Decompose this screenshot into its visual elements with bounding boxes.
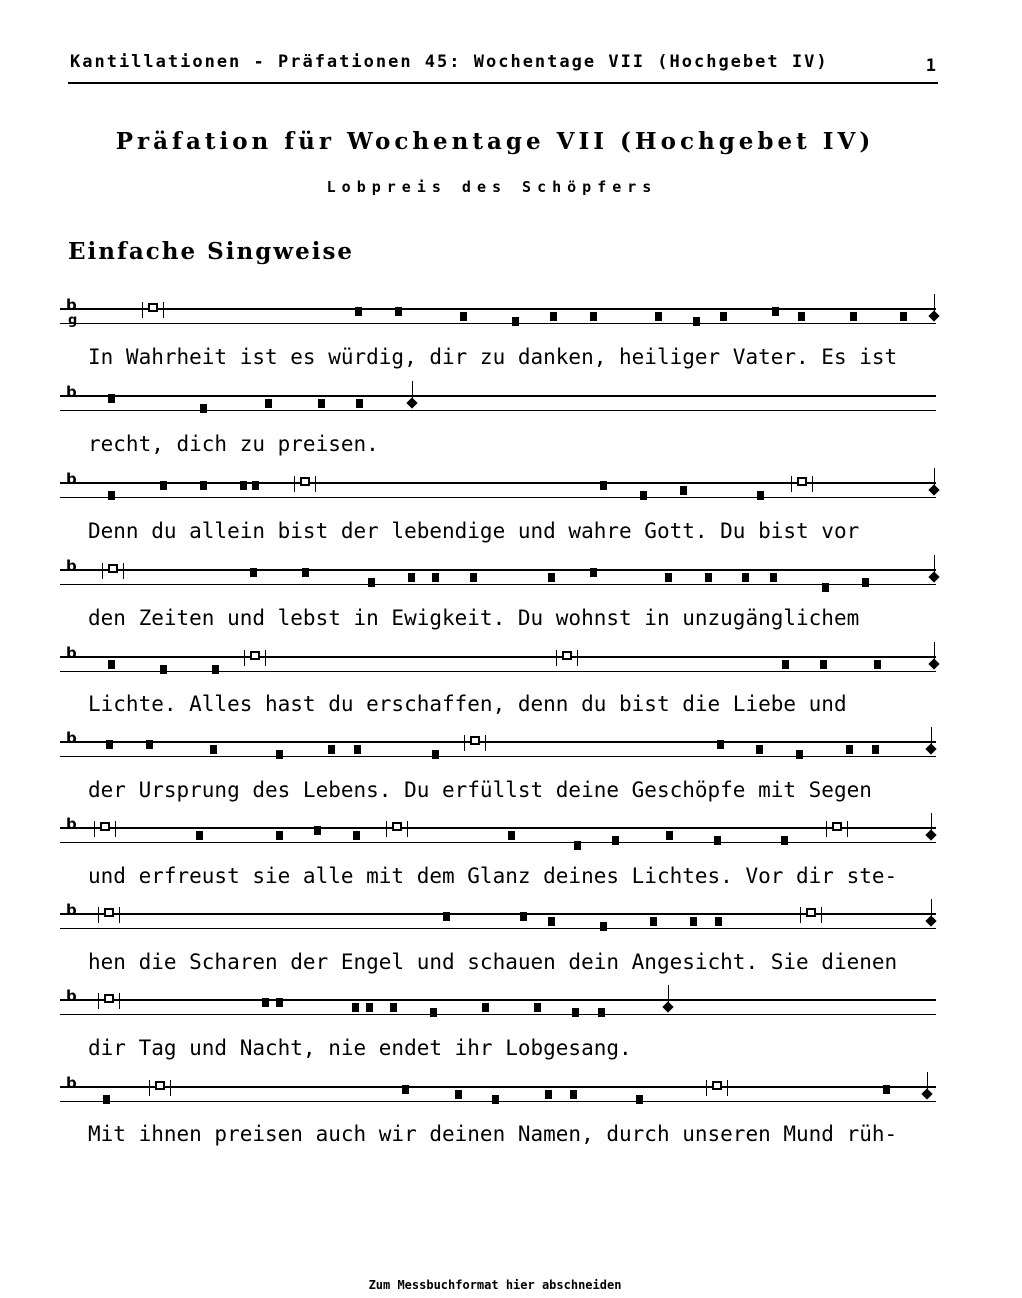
chant-note [883,1085,890,1094]
chant-note [432,750,439,759]
recitation-bar [727,1080,728,1096]
chant-note [636,1095,643,1104]
chant-note [492,1095,499,1104]
chant-note [512,317,519,326]
chant-note [612,836,619,845]
flat-sign: b [66,729,77,747]
recitation-note [797,477,807,486]
chant-note [872,745,879,754]
chant-note [798,312,805,321]
chant-note [714,836,721,845]
recitation-bar [149,1080,150,1096]
chant-note [430,1008,437,1017]
final-bar [931,899,932,923]
chant-note [250,568,257,577]
footer-cut-note: Zum Messbuchformat hier abschneiden [368,1278,622,1292]
recitation-bar [265,650,266,666]
lyric-line: Lichte. Alles hast du erschaffen, denn du bist die Liebe und [88,692,847,716]
recitation-bar [577,650,578,666]
chant-note [600,481,607,490]
chant-note [574,841,581,850]
recitation-bar [119,907,120,923]
recitation-bar [119,993,120,1009]
chant-note [262,998,269,1007]
chant-note [106,740,113,749]
chant-note [200,404,207,413]
recitation-bar [170,1080,171,1096]
chant-note [276,750,283,759]
lyric-line: recht, dich zu preisen. [88,432,379,456]
chant-note [655,312,662,321]
final-bar [927,1072,928,1096]
lyric-line: Denn du allein bist der lebendige und wahre Gott. Du bist vor [88,519,860,543]
chant-note [108,491,115,500]
recitation-bar [800,907,801,923]
chant-note [366,1003,373,1012]
final-bar [412,381,413,405]
flat-sign: b [66,901,77,919]
chant-note [534,1003,541,1012]
flat-sign: b [66,815,77,833]
chant-note [781,836,788,845]
chant-note [470,573,477,582]
recitation-note [250,651,260,660]
lyric-line: dir Tag und Nacht, nie endet ihr Lobgesang. [88,1036,632,1060]
recitation-note [832,822,842,831]
chant-note [408,573,415,582]
section-heading: Einfache Singweise [68,238,355,265]
final-bar [931,813,932,837]
recitation-bar [706,1080,707,1096]
clef-letter: g [68,313,78,328]
flat-sign: b [66,296,77,314]
lyric-line: den Zeiten und lebst in Ewigkeit. Du wohnst in unzugänglichem [88,606,860,630]
staff-line-upper [60,827,936,829]
chant-note [390,1003,397,1012]
recitation-bar [386,821,387,837]
chant-note [874,660,881,669]
chant-note [548,917,555,926]
staff-line-lower [60,1014,936,1015]
recitation-note [104,994,114,1003]
flat-sign: b [66,470,77,488]
chant-note [354,745,361,754]
recitation-bar [123,563,124,579]
document-subtitle: Lobpreis des Schöpfers [326,178,658,196]
final-bar [934,294,935,318]
chant-note [862,578,869,587]
chant-note [520,912,527,921]
chant-note [302,568,309,577]
final-bar [931,727,932,751]
flat-sign: b [66,987,77,1005]
chant-note [850,312,857,321]
document-title: Präfation für Wochentage VII (Hochgebet IV) [115,128,875,155]
chant-note [770,573,777,582]
chant-note [900,312,907,321]
chant-note [210,745,217,754]
staff-line-upper [60,999,936,1001]
recitation-bar [485,735,486,751]
recitation-note [806,908,816,917]
chant-note [570,1090,577,1099]
chant-note [356,399,363,408]
recitation-bar [98,907,99,923]
staff-line-lower [60,584,936,585]
chant-note [715,917,722,926]
recitation-bar [102,563,103,579]
chant-note [508,831,515,840]
chant-note [160,665,167,674]
chant-note [572,1008,579,1017]
chant-note [276,831,283,840]
recitation-note [392,822,402,831]
staff-line-upper [60,395,936,397]
chant-note [314,826,321,835]
chant-note [196,831,203,840]
page-number: 1 [925,56,936,76]
recitation-note [470,736,480,745]
chant-note [276,998,283,1007]
staff-line-upper [60,913,936,915]
chant-note [395,307,402,316]
chant-note [742,573,749,582]
recitation-note [712,1081,722,1090]
chant-note [545,1090,552,1099]
recitation-bar [812,476,813,492]
recitation-bar [826,821,827,837]
recitation-note [100,822,110,831]
recitation-bar [142,302,143,318]
staff-line-upper [60,308,936,310]
lyric-line: hen die Scharen der Engel und schauen dein Angesicht. Sie dienen [88,950,898,974]
recitation-note [155,1081,165,1090]
final-bar [934,642,935,666]
chant-note [482,1003,489,1012]
recitation-bar [847,821,848,837]
chant-note [640,491,647,500]
chant-note [796,750,803,759]
chant-note [598,1008,605,1017]
lyric-line: und erfreust sie alle mit dem Glanz deines Lichtes. Vor dir ste- [88,864,898,888]
chant-note [720,312,727,321]
staff-line-lower [60,842,936,843]
chant-note [717,740,724,749]
chant-note [108,394,115,403]
recitation-bar [464,735,465,751]
staff-line-lower [60,928,936,929]
final-bar [668,985,669,1009]
chant-note [160,481,167,490]
recitation-bar [407,821,408,837]
chant-note [212,665,219,674]
chant-note [846,745,853,754]
staff-line-lower [60,410,936,411]
flat-sign: b [66,1074,77,1092]
chant-note [353,831,360,840]
chant-note [650,917,657,926]
lyric-line: der Ursprung des Lebens. Du erfüllst deine Geschöpfe mit Segen [88,778,872,802]
staff-line-lower [60,323,936,324]
chant-note [666,831,673,840]
recitation-bar [94,821,95,837]
chant-note [772,307,779,316]
lyric-line: In Wahrheit ist es würdig, dir zu danken, heiliger Vater. Es ist [88,345,898,369]
chant-note [432,573,439,582]
chant-note [455,1090,462,1099]
chant-note [693,317,700,326]
chant-note [108,660,115,669]
chant-note [548,573,555,582]
recitation-bar [163,302,164,318]
recitation-note [148,303,158,312]
chant-note [590,312,597,321]
header-title: Kantillationen - Präfationen 45: Wochentage VII (Hochgebet IV) [70,52,829,72]
staff-line-lower [60,671,936,672]
final-bar [934,468,935,492]
chant-note [550,312,557,321]
chant-note [252,481,259,490]
page-header [68,50,938,84]
lyric-line: Mit ihnen preisen auch wir deinen Namen, durch unseren Mund rüh- [88,1122,898,1146]
flat-sign: b [66,644,77,662]
chant-note [318,399,325,408]
recitation-note [300,477,310,486]
staff-line-upper [60,569,936,571]
chant-note [200,481,207,490]
chant-note [680,486,687,495]
final-bar [934,555,935,579]
chant-note [782,660,789,669]
chant-note [690,917,697,926]
chant-note [103,1095,110,1104]
chant-note [590,568,597,577]
flat-sign: b [66,557,77,575]
chant-note [460,312,467,321]
chant-note [705,573,712,582]
recitation-bar [315,476,316,492]
recitation-bar [98,993,99,1009]
recitation-note [562,651,572,660]
chant-note [757,491,764,500]
chant-note [443,912,450,921]
chant-note [352,1003,359,1012]
chant-note [368,578,375,587]
chant-note [822,583,829,592]
recitation-bar [791,476,792,492]
chant-note [665,573,672,582]
chant-note [355,307,362,316]
recitation-bar [294,476,295,492]
recitation-bar [821,907,822,923]
chant-note [328,745,335,754]
staff-line-upper [60,656,936,658]
recitation-bar [556,650,557,666]
recitation-bar [115,821,116,837]
chant-note [265,399,272,408]
chant-note [756,745,763,754]
recitation-bar [244,650,245,666]
staff-line-lower [60,497,936,498]
staff-line-upper [60,741,936,743]
staff-line-lower [60,756,936,757]
chant-note [240,481,247,490]
recitation-note [108,564,118,573]
chant-note [600,922,607,931]
recitation-note [104,908,114,917]
chant-note [146,740,153,749]
flat-sign: b [66,383,77,401]
chant-note [402,1085,409,1094]
chant-note [820,660,827,669]
staff-line-upper [60,1086,936,1088]
